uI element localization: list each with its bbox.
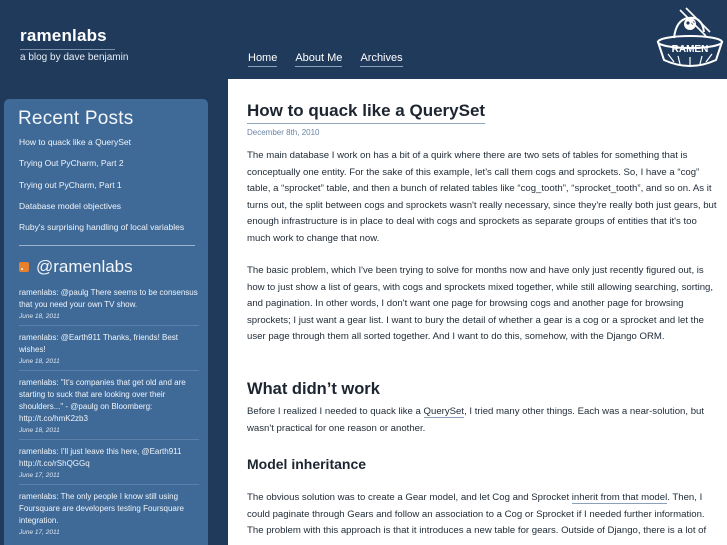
tweet-divider [19, 484, 199, 485]
recent-post-link[interactable]: Database model objectives [19, 200, 122, 211]
twitter-header [19, 257, 133, 277]
inherit-model-link[interactable]: inherit from that model [571, 492, 668, 503]
rss-icon[interactable] [19, 262, 29, 272]
recent-post-link[interactable]: How to quack like a QuerySet [19, 137, 131, 147]
nav-about-link[interactable]: About Me [295, 52, 342, 67]
logo-text: RAMEN [671, 44, 709, 55]
tweet-date[interactable]: June 18, 2011 [19, 313, 60, 320]
sidebar-divider [19, 245, 195, 246]
main-nav [248, 52, 403, 67]
post-paragraph [247, 404, 721, 437]
tweet-item [19, 332, 199, 371]
main-content [228, 79, 727, 545]
post-paragraph: The main database I work on has a bit of a quirk where there are two sets of tables for something that is conceptually one entity. For the sake of this example, let's call them cogs and sprockets. So, I have a “cog” table, a “sprocket” table, and then a bunch of related tables like “cog_tooth”, “sprocket_tooth”, and so on. As it turns out, the split between cogs and sprockets wasn't really necessary, since they're really both just gears, but enough infrastructure is in place to deal with cogs and sprockets as separate groups of entities that it's too much work to change that now. [247, 150, 717, 244]
recent-post-link[interactable]: Ruby's surprising handling of local variables [19, 222, 185, 233]
site-tagline: a blog by dave benjamin [20, 52, 129, 63]
tweet-text: ramenlabs: @Earth911 Thanks, friends! Best wishes! [19, 333, 179, 354]
section-heading: What didn’t work [247, 380, 380, 398]
tweet-date[interactable]: June 17, 2011 [19, 529, 60, 536]
recent-posts-list [19, 137, 184, 243]
recent-post-link[interactable]: Trying Out PyCharm, Part 2 [19, 158, 124, 169]
tweet-divider [19, 439, 199, 440]
tweet-item [19, 377, 199, 440]
post-paragraph: The basic problem, which I've been trying to solve for months now and have only just recently figured out, is how to just show a list of gears, with cogs and sprockets mixed together, while still allowing searching, sorting, and pagination. In other words, I don't want one page for browsing cogs and another page for browsing sprockets; I just want a gear list. I want to bury the detail of whether a gear is a cog or a sprocket and let the user page through them all sorted together. And I want to do this, somehow, with the Django ORM. [247, 265, 714, 343]
tweet-item [19, 491, 199, 536]
tweet-date[interactable]: June 17, 2011 [19, 472, 60, 479]
post-paragraph [247, 490, 721, 540]
tweet-item [19, 287, 199, 326]
tweet-date[interactable]: June 18, 2011 [19, 427, 60, 434]
recent-post-link[interactable]: Trying out PyCharm, Part 1 [19, 179, 122, 190]
tweet-text: ramenlabs: I'll just leave this here, @Earth911 http://t.co/rShQGGq [19, 447, 182, 468]
site-title[interactable]: ramenlabs [20, 26, 107, 45]
post-title[interactable]: How to quack like a QuerySet [247, 101, 485, 124]
post-date: December 8th, 2010 [247, 128, 320, 137]
paragraph-text: . Then, I could paginate through Gears and follow an association to a Cog or Sprocket if I needed further information. The problem with this approach is that it introduces a new table for gears. Outside of Django, there is a lot of [247, 492, 707, 537]
tweet-text: ramenlabs: @paulg There seems to be consensus that you need your own TV show. [19, 288, 198, 309]
recent-posts-heading: Recent Posts [18, 108, 134, 129]
title-divider [20, 49, 115, 50]
ramen-bowl-logo [650, 2, 727, 74]
paragraph-text: The obvious solution was to create a Gear model, and let Cog and Sprocket [247, 492, 572, 503]
tweet-divider [19, 370, 199, 371]
paragraph-text: , I tried many other things. Each was a near-solution, but wasn't practical for one reason or another. [247, 406, 705, 434]
sidebar [4, 99, 208, 545]
site-header [0, 0, 727, 75]
queryset-link[interactable]: QuerySet [423, 406, 465, 417]
tweet-list [19, 287, 199, 542]
tweet-item [19, 446, 199, 485]
nav-home-link[interactable]: Home [248, 52, 277, 67]
tweet-divider [19, 325, 199, 326]
tweet-text: ramenlabs: The only people I know still using Foursquare are developers testing Foursquare integration. [19, 492, 184, 525]
nav-archives-link[interactable]: Archives [360, 52, 402, 67]
tweet-date[interactable]: June 18, 2011 [19, 358, 60, 365]
twitter-heading[interactable]: @ramenlabs [36, 257, 133, 276]
paragraph-text: Before I realized I needed to quack like a [247, 406, 424, 417]
tweet-text: ramenlabs: "It's companies that get old and are starting to suck that are looking over their shoulders..." - @paulg on Bloomberg: http://t.co/hmK2zb3 [19, 378, 186, 423]
subsection-heading: Model inheritance [247, 456, 367, 472]
